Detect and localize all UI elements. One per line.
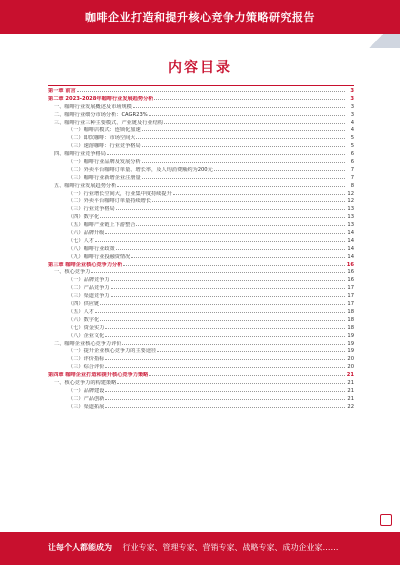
toc-entry[interactable] [48,112,354,120]
toc-entry-page: 6 [350,159,354,166]
toc-entry-page: 19 [347,332,354,339]
toc-entry-page: 14 [347,230,354,237]
toc-leader-dots [111,288,345,289]
toc-heading: 内容目录 [168,60,232,76]
toc-entry-title: （四）数字化 [68,214,100,221]
toc-leader-dots [105,399,345,400]
toc-leader-dots [142,162,345,163]
toc-entry-page: 13 [347,206,354,213]
toc-entry-title: （一）行业增长空间大，行业集中度持续提升 [68,190,172,197]
toc-leader-dots [117,383,345,384]
toc-leader-dots [136,225,345,226]
toc-entry-page: 3 [350,111,354,118]
toc-entry[interactable] [48,135,354,143]
page-corner-icon [380,514,392,526]
toc-entry-title: （七）资金实力 [68,324,105,331]
toc-entry-page: 12 [347,198,354,205]
footer-roles: 行业专家、管理专家、营销专家、战略专家、成功企业家…… [122,543,339,552]
toc-entry-page: 13 [347,222,354,229]
toc-entry-page: 3 [350,103,354,110]
toc-entry-page: 22 [347,403,354,410]
toc-entry[interactable] [48,198,354,206]
toc-entry-title: 三、咖啡行业三种主要模式、产业链及行业结构 [54,119,163,126]
toc-leader-dots [111,280,345,281]
toc-entry-title: （三）行业竞争格局 [68,206,115,213]
toc-entry-title: （二）即饮咖啡：市场空间大 [68,135,136,142]
toc-leader-dots [111,296,345,297]
toc-entry[interactable] [48,151,354,159]
toc-entry-page: 7 [350,166,354,173]
toc-entry[interactable] [48,380,354,388]
toc-entry[interactable] [48,309,354,317]
toc-leader-dots [164,123,345,124]
header-corner-decoration [352,34,400,48]
toc-entry[interactable] [48,175,354,183]
toc-entry-title: （四）供应链 [68,301,100,308]
toc-entry-title: （五）人才 [68,308,94,315]
toc-entry-title: （六）数字化 [68,316,100,323]
toc-entry-page: 16 [347,277,354,284]
toc-entry[interactable] [48,246,354,254]
toc-entry[interactable] [48,183,354,191]
toc-entry-page: 5 [350,135,354,142]
toc-entry-title: （三）渠道竞争力 [68,293,110,300]
toc-leader-dots [136,138,345,139]
footer-bar [0,532,400,565]
toc-leader-dots [214,170,345,171]
toc-entry-title: （八）企业文化 [68,332,105,339]
toc-entry-title: 五、咖啡行业发展趋势分析 [54,182,117,189]
toc-entry-title: （二）外卖平台咖啡订单量持续增长 [68,198,152,205]
toc-leader-dots [149,115,345,116]
report-title: 咖啡企业打造和提升核心竞争力策略研究报告 [85,11,315,24]
table-of-contents [48,88,354,412]
toc-entry-title: （一）咖啡店模式：连锁化加速 [68,127,141,134]
toc-entry-page: 17 [347,285,354,292]
toc-entry-page: 12 [347,190,354,197]
toc-entry-page: 3 [350,88,354,94]
toc-leader-dots [105,233,345,234]
toc-leader-dots [116,249,345,250]
toc-leader-dots [152,201,345,202]
toc-entry-title: 一、咖啡行业发展概述及市场规模 [54,103,132,110]
toc-entry[interactable] [48,96,354,104]
toc-entry-title: （一）咖啡行业品牌及发展分析 [68,159,141,166]
toc-entry[interactable] [48,277,354,285]
toc-leader-dots [100,304,345,305]
toc-leader-dots [157,351,345,352]
toc-leader-dots [100,217,345,218]
toc-entry-page: 13 [347,214,354,221]
toc-entry[interactable] [48,317,354,325]
toc-entry[interactable] [48,191,354,199]
toc-entry-title: （三）渠道拓展 [68,403,105,410]
toc-leader-dots [154,99,345,100]
toc-entry-page: 14 [347,253,354,260]
toc-entry-title: 一、核心竞争力 [54,269,91,276]
toc-entry[interactable] [48,222,354,230]
report-header-bar [0,0,400,34]
toc-entry[interactable] [48,285,354,293]
toc-entry-title: 一、核心竞争力的构建策略 [54,379,117,386]
toc-leader-dots [142,178,345,179]
toc-leader-dots [105,336,345,337]
toc-entry[interactable] [48,143,354,151]
toc-entry-page: 21 [346,372,354,379]
toc-entry-page: 16 [346,261,354,268]
toc-entry[interactable] [48,104,354,112]
toc-entry[interactable] [48,341,354,349]
toc-entry-title: 第四章 咖啡企业打造和提升核心竞争力策略 [48,372,149,379]
toc-entry-title: （六）品牌升级 [68,230,105,237]
toc-entry-title: 第三章 咖啡企业核心竞争力分析 [48,261,123,268]
toc-entry[interactable] [48,293,354,301]
toc-leader-dots [100,320,345,321]
toc-entry[interactable] [48,388,354,396]
toc-entry-title: 二、咖啡企业核心竞争力评价 [54,340,122,347]
toc-leader-dots [142,130,345,131]
toc-entry[interactable] [48,364,354,372]
toc-entry[interactable] [48,88,354,96]
toc-entry[interactable] [48,269,354,277]
toc-entry-title: （九）咖啡行业投融资情况 [68,253,131,260]
toc-entry-page: 21 [347,387,354,394]
toc-leader-dots [105,359,345,360]
toc-entry-page: 19 [347,340,354,347]
toc-entry-title: （二）评价指标 [68,356,105,363]
toc-entry-page: 20 [347,364,354,371]
toc-entry-title: 二、咖啡行业细分市场分析：CAGR23% [54,111,148,118]
toc-leader-dots [116,209,345,210]
toc-entry-page: 4 [350,127,354,134]
toc-entry-page: 18 [347,324,354,331]
toc-leader-dots [123,265,345,266]
toc-leader-dots [107,154,345,155]
toc-entry-page: 18 [347,308,354,315]
toc-divider [48,85,354,86]
toc-entry-page: 6 [350,151,354,158]
toc-leader-dots [133,107,345,108]
toc-leader-dots [105,367,345,368]
toc-entry[interactable] [48,127,354,135]
toc-entry[interactable] [48,238,354,246]
toc-entry-title: （八）咖啡行业政策 [68,245,115,252]
toc-entry[interactable] [48,372,354,380]
toc-entry-title: （一）品牌建设 [68,387,105,394]
toc-entry[interactable] [48,333,354,341]
toc-entry[interactable] [48,301,354,309]
toc-entry-title: 第一章 前言 [48,88,76,94]
toc-leader-dots [122,344,345,345]
toc-entry-title: （三）咖啡行业新增企业注册量 [68,174,141,181]
toc-leader-dots [142,146,345,147]
toc-entry-title: （二）产品竞争力 [68,285,110,292]
toc-entry-title: （五）咖啡产业链上下游整合 [68,222,136,229]
toc-leader-dots [105,391,345,392]
toc-entry-page: 3 [350,95,354,102]
toc-entry-title: （七）人才 [68,237,94,244]
toc-leader-dots [105,328,345,329]
toc-leader-dots [117,186,345,187]
toc-entry-page: 20 [347,356,354,363]
toc-entry-page: 17 [347,301,354,308]
toc-entry[interactable] [48,356,354,364]
toc-entry-title: （三）速溶咖啡：行业竞争格局 [68,143,141,150]
toc-entry[interactable] [48,159,354,167]
toc-entry-page: 14 [347,245,354,252]
toc-entry[interactable] [48,254,354,262]
toc-entry-page: 21 [347,395,354,402]
toc-leader-dots [105,407,345,408]
toc-entry[interactable] [48,396,354,404]
toc-entry-title: 四、咖啡行业竞争格局 [54,151,106,158]
toc-entry-page: 18 [347,316,354,323]
toc-entry-page: 16 [347,269,354,276]
toc-entry-page: 17 [347,293,354,300]
toc-entry[interactable] [48,167,354,175]
toc-entry-page: 21 [347,379,354,386]
toc-entry-page: 4 [350,119,354,126]
footer-slogan [48,542,339,553]
toc-leader-dots [131,257,345,258]
toc-leader-dots [91,272,345,273]
toc-entry[interactable] [48,230,354,238]
toc-leader-dots [95,312,345,313]
toc-entry-page: 8 [350,182,354,189]
toc-leader-dots [173,194,345,195]
toc-entry[interactable] [48,262,354,270]
toc-entry-title: （三）综合评价 [68,364,105,371]
toc-entry[interactable] [48,214,354,222]
toc-entry[interactable] [48,325,354,333]
toc-leader-dots [149,375,345,376]
toc-leader-dots [77,91,345,92]
toc-entry[interactable] [48,206,354,214]
toc-entry-title: （二）产品创新 [68,395,105,402]
toc-leader-dots [95,241,345,242]
toc-entry-page: 19 [347,348,354,355]
toc-entry-page: 7 [350,174,354,181]
toc-entry-title: （一）提升企业核心竞争力的主要途径 [68,348,157,355]
toc-entry-page: 5 [350,143,354,150]
toc-entry[interactable] [48,120,354,128]
toc-entry[interactable] [48,348,354,356]
toc-entry-title: （二）外卖平台咖啡订单量、增长率，及人均消费额约为200元 [68,166,213,173]
toc-entry-title: 第二章 2023-2028年咖啡行业发展趋势分析 [48,95,154,102]
toc-entry-title: （一）品牌竞争力 [68,277,110,284]
toc-entry-page: 14 [347,237,354,244]
toc-entry[interactable] [48,404,354,412]
footer-lead: 让每个人都能成为 [48,543,112,552]
